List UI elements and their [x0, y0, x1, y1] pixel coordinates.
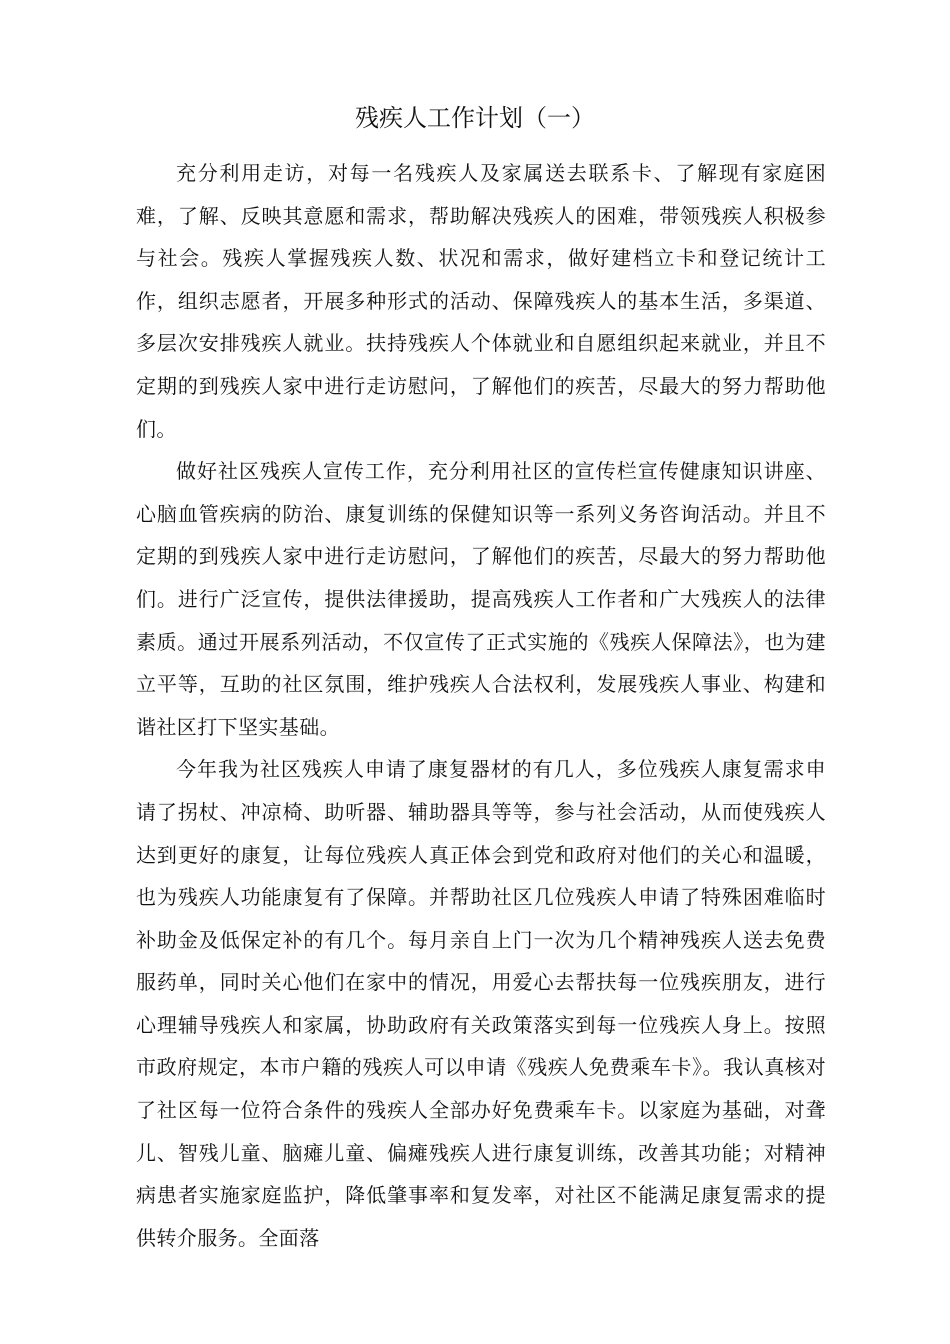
document-body [136, 152, 826, 1259]
document-title: 残疾人工作计划（一） [355, 104, 595, 132]
paragraph-1: 充分利用走访，对每一名残疾人及家属送去联系卡、了解现有家庭困难，了解、反映其意愿和需求，帮助解决残疾人的困难，带领残疾人积极参与社会。残疾人掌握残疾人数、状况和需求，做好建档立卡和登记统计工作，组织志愿者，开展多种形式的活动、保障残疾人的基本生活，多渠道、多层次安排残疾人就业。扶持残疾人个体就业和自愿组织起来就业，并且不定期的到残疾人家中进行走访慰问，了解他们的疾苦，尽最大的努力帮助他们。 [136, 161, 826, 441]
paragraph-2: 做好社区残疾人宣传工作，充分利用社区的宣传栏宣传健康知识讲座、心脑血管疾病的防治、康复训练的保健知识等一系列义务咨询活动。并且不定期的到残疾人家中进行走访慰问，了解他们的疾苦，尽最大的努力帮助他们。进行广泛宣传，提供法律援助，提高残疾人工作者和广大残疾人的法律素质。通过开展系列活动，不仅宣传了正式实施的《残疾人保障法》，也为建立平等，互助的社区氛围，维护残疾人合法权利，发展残疾人事业、构建和谐社区打下坚实基础。 [136, 459, 826, 739]
paragraph-3: 今年我为社区残疾人申请了康复器材的有几人，多位残疾人康复需求申请了拐杖、冲凉椅、助听器、辅助器具等等，参与社会活动，从而使残疾人达到更好的康复，让每位残疾人真正体会到党和政府对他们的关心和温暖，也为残疾人功能康复有了保障。并帮助社区几位残疾人申请了特殊困难临时补助金及低保定补的有几个。每月亲自上门一次为几个精神残疾人送去免费服药单，同时关心他们在家中的情况，用爱心去帮扶每一位残疾朋友，进行心理辅导残疾人和家属，协助政府有关政策落实到每一位残疾人身上。按照市政府规定，本市户籍的残疾人可以申请《残疾人免费乘车卡》。我认真核对了社区每一位符合条件的残疾人全部办好免费乘车卡。以家庭为基础，对聋儿、智残儿童、脑瘫儿童、偏瘫残疾人进行康复训练，改善其功能；对精神病患者实施家庭监护，降低肇事率和复发率，对社区不能满足康复需求的提供转介服务。全面落 [136, 757, 826, 1250]
